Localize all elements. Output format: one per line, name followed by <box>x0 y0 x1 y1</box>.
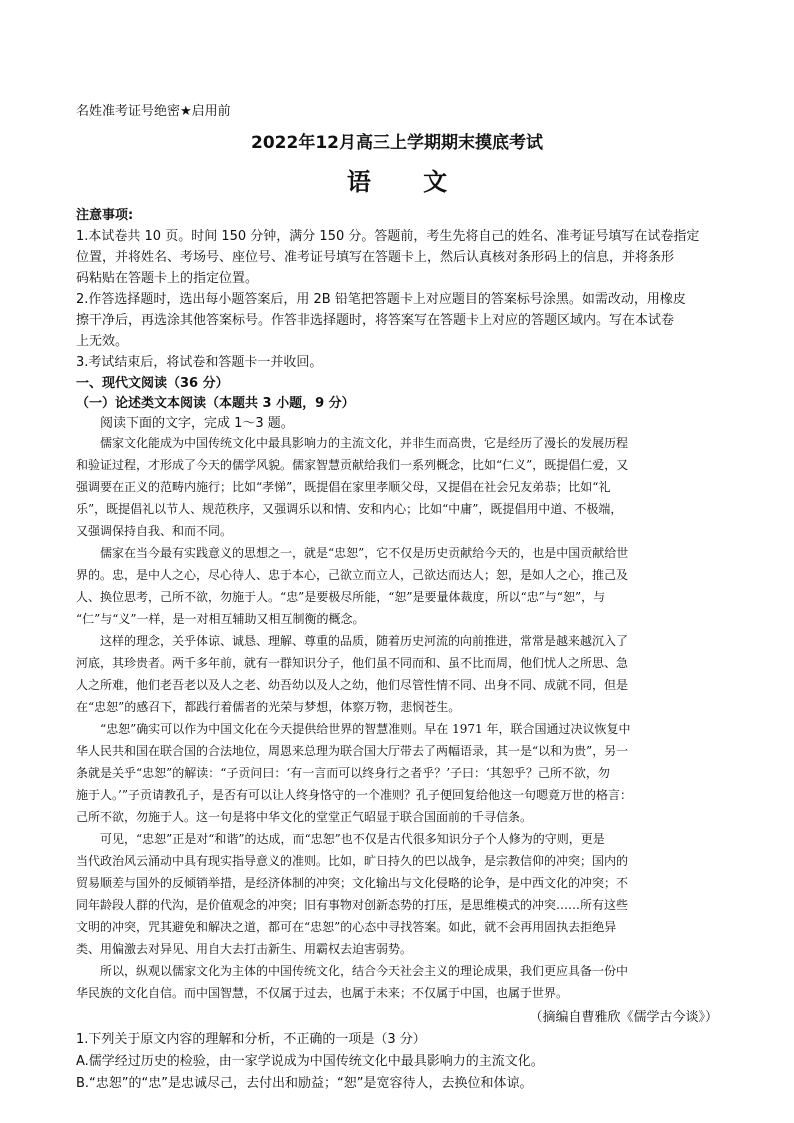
passage-line: 所以，纵观以儒家文化为主体的中国传统文化，结合今天社会主义的理论成果，我们更应具备一份中 <box>100 964 629 978</box>
notice-line: 上无效。 <box>76 334 129 349</box>
passage-line: 人之所难，他们老吾老以及人之老、幼吾幼以及人之幼，他们尽管性情不同、出身不同、成就不同，但是 <box>76 678 629 692</box>
passage-line: 界的。忠，是中人之心，尽心待人、忠于本心，己欲立而立人，己欲达而达人；恕，是如人之心，推己及 <box>76 568 629 582</box>
passage-line: 在“忠恕”的感召下，都践行着儒者的光荣与梦想，体察万物，悲悯苍生。 <box>76 700 461 714</box>
subsection-heading: （一）论述类文本阅读（本题共 3 小题，9 分） <box>76 396 355 411</box>
passage-line: 条就是关乎“忠恕”的解读：“子贡问曰：‘有一言而可以终身行之者乎？’子曰：‘其恕乎？己所不欲，勿 <box>76 766 610 780</box>
passage-line: 儒家文化能成为中国传统文化中最具影响力的主流文化，并非生而高贵，它是经历了漫长的发展历程 <box>100 436 629 450</box>
passage-line: 华人民共和国在联合国的合法地位，周恩来总理为联合国大厅带去了两幅语录，其一是“以和为贵”，另一 <box>76 744 629 758</box>
passage-line: 又强调保持自我、和而不同。 <box>76 524 233 538</box>
notice-line: 2.作答选择题时，选出每小题答案后，用 2B 铅笔把答题卡上对应题目的答案标号涂黑。如需改动，用橡皮 <box>76 292 686 307</box>
subject-title: 语 文 <box>346 167 470 196</box>
passage-line: 乐”，既提倡礼以节人、规范秩序，又强调乐以和情、安和内心；比如“中庸”，既提倡用中道、不极端， <box>76 502 623 516</box>
passage-line: 河底，其珍贵者。两千多年前，就有一群知识分子，他们虽不同而和、虽不比而周，他们忧人之所思、急 <box>76 656 629 670</box>
notice-line: 3.考试结束后，将试卷和答题卡一并收回。 <box>76 355 323 370</box>
passage-line: 和验证过程，才形成了今天的儒学风貌。儒家智慧贡献给我们一系列概念，比如“仁义”，既提倡仁爱，又 <box>76 458 629 472</box>
exam-title: 2022年12月高三上学期期末摸底考试 <box>251 133 543 153</box>
notice-line: 1.本试卷共 10 页。时间 150 分钟，满分 150 分。答题前，考生先将自己的姓名、准考证号填写在试卷指定 <box>76 229 700 244</box>
passage-line: 华民族的文化自信。而中国智慧，不仅属于过去，也属于未来；不仅属于中国，也属于世界。 <box>76 986 569 1000</box>
passage-line: 同年龄段人群的代沟，是价值观念的冲突；旧有事物对创新态势的打压，是思维模式的冲突……所有这些 <box>76 898 629 912</box>
passage-line: 当代政治风云涌动中具有现实指导意义的准则。比如，旷日持久的巴以战争，是宗教信仰的冲突；国内的 <box>76 854 629 868</box>
passage-line: 儒家在当今最有实践意义的思想之一，就是“忠恕”，它不仅是历史贡献给今天的，也是中国贡献给世 <box>100 546 629 560</box>
notice-line: 擦干净后，再选涂其他答案标号。作答非选择题时，将答案写在答题卡上对应的答题区域内。写在本试卷 <box>76 313 675 328</box>
passage-line: “仁”与“义”一样，是一对相互辅助又相互制衡的概念。 <box>76 612 365 626</box>
passage-line: 这样的理念，关乎体谅、诚恳、理解、尊重的品质，随着历史河流的向前推进，常常是越来越沉入了 <box>100 634 629 648</box>
passage-line: 己所不欲，勿施于人。这一句是将中华文化的堂堂正气昭显于联合国面前的千寻信条。 <box>76 810 533 824</box>
passage-line: 人、换位思考，己所不欲，勿施于人。“忠”是要极尽所能，“恕”是要量体裁度，所以“忠”与“恕”，与 <box>76 590 606 604</box>
notice-line: 位置，并将姓名、考场号、座位号、准考证号填写在答题卡上，然后认真核对条形码上的信息，并将条形 <box>76 250 675 265</box>
passage-line: 类、用偏激去对异见、用自大去打击新生、用霸权去迫害弱势。 <box>76 942 413 956</box>
reading-instruction: 阅读下面的文字，完成 1～3 题。 <box>100 416 294 431</box>
passage-line: 强调要在正义的范畴内施行；比如“孝悌”，既提倡在家里孝顺父母，又提倡在社会兄友弟恭；比如“礼 <box>76 480 611 494</box>
passage-line: 文明的冲突，咒其避免和解决之道，都可在“忠恕”的心态中寻找答案。如此，就不会再用固执去拒绝异 <box>76 920 617 934</box>
question-option: B.“忠恕”的“忠”是忠诚尽己，去付出和励益；“恕”是宽容待人，去换位和体谅。 <box>76 1076 533 1091</box>
question-option: A.儒学经过历史的检验，由一家学说成为中国传统文化中最具影响力的主流文化。 <box>76 1054 544 1069</box>
passage-line: 施于人。’”子贡请教孔子，是否有可以让人终身恪守的一个准则？孔子便回复给他这一句嗯竟万世的格言： <box>76 788 632 802</box>
passage-line: 贸易顺差与国外的反倾销举措，是经济体制的冲突；文化输出与文化侵略的论争，是中西文化的冲突；不 <box>76 876 629 890</box>
confidential-header: 名姓准考证号绝密★启用前 <box>76 104 231 119</box>
section-heading: 一、现代文阅读（36 分） <box>76 376 229 391</box>
passage-line: “忠恕”确实可以作为中国文化在今天提供给世界的智慧准则。早在 1971 年，联合国通过决议恢复中 <box>100 722 631 736</box>
passage-citation: （摘编自曹雅欣《儒学古今谈》） <box>529 1010 718 1025</box>
question-stem: 1.下列关于原文内容的理解和分析，不正确的一项是（3 分） <box>76 1032 426 1047</box>
notice-line: 码粘贴在答题卡上的指定位置。 <box>76 271 259 286</box>
notice-heading: 注意事项: <box>76 208 134 223</box>
passage-line: 可见，“忠恕”正是对“和谐”的达成，而“忠恕”也不仅是古代很多知识分子个人修为的守则，更是 <box>100 832 605 846</box>
